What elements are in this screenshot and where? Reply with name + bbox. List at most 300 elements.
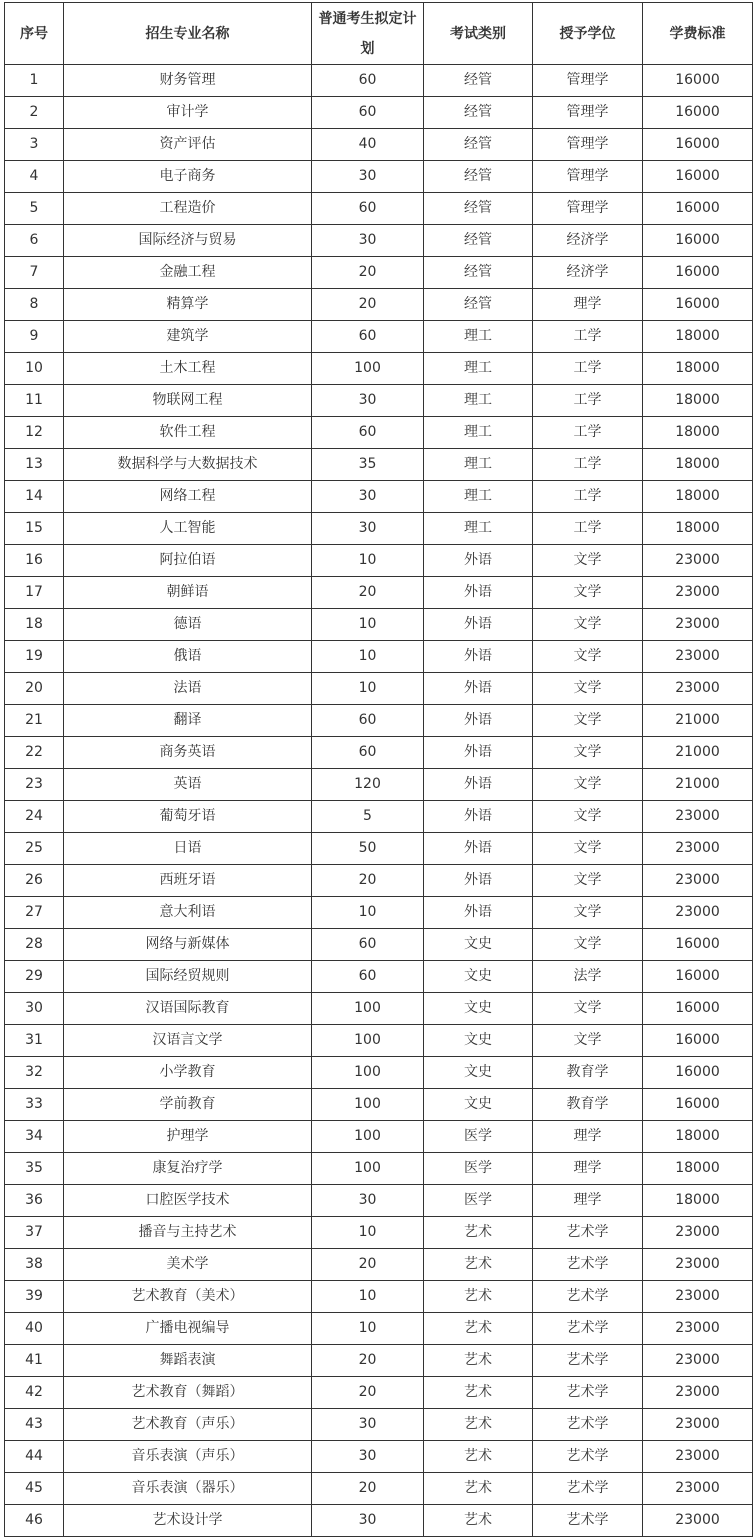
table-row — [5, 929, 753, 961]
cell-exam-category: 医学 — [424, 1153, 533, 1185]
cell-planned-quota: 60 — [312, 321, 424, 353]
cell-index: 40 — [5, 1313, 64, 1345]
cell-degree: 文学 — [533, 641, 643, 673]
cell-exam-category: 外语 — [424, 897, 533, 929]
cell-index: 1 — [5, 65, 64, 97]
cell-degree: 工学 — [533, 513, 643, 545]
table-row — [5, 577, 753, 609]
cell-index: 26 — [5, 865, 64, 897]
cell-tuition: 23000 — [643, 673, 753, 705]
cell-index: 25 — [5, 833, 64, 865]
cell-major-name: 舞蹈表演 — [64, 1345, 312, 1377]
header-planned-quota: 普通考生拟定计划 — [312, 3, 424, 65]
cell-degree: 教育学 — [533, 1089, 643, 1121]
cell-exam-category: 经管 — [424, 129, 533, 161]
cell-degree: 管理学 — [533, 65, 643, 97]
cell-index: 3 — [5, 129, 64, 161]
cell-index: 30 — [5, 993, 64, 1025]
cell-degree: 艺术学 — [533, 1345, 643, 1377]
cell-planned-quota: 20 — [312, 1249, 424, 1281]
cell-major-name: 网络与新媒体 — [64, 929, 312, 961]
table-row — [5, 609, 753, 641]
cell-tuition: 23000 — [643, 1217, 753, 1249]
cell-major-name: 艺术教育（声乐） — [64, 1409, 312, 1441]
cell-major-name: 播音与主持艺术 — [64, 1217, 312, 1249]
cell-major-name: 护理学 — [64, 1121, 312, 1153]
cell-index: 7 — [5, 257, 64, 289]
cell-index: 4 — [5, 161, 64, 193]
cell-tuition: 23000 — [643, 577, 753, 609]
cell-planned-quota: 100 — [312, 1025, 424, 1057]
cell-exam-category: 外语 — [424, 737, 533, 769]
cell-index: 5 — [5, 193, 64, 225]
table-row — [5, 1441, 753, 1473]
cell-major-name: 财务管理 — [64, 65, 312, 97]
cell-planned-quota: 60 — [312, 193, 424, 225]
cell-index: 41 — [5, 1345, 64, 1377]
table-row — [5, 897, 753, 929]
cell-exam-category: 经管 — [424, 193, 533, 225]
cell-degree: 艺术学 — [533, 1377, 643, 1409]
cell-degree: 文学 — [533, 833, 643, 865]
cell-tuition: 23000 — [643, 1377, 753, 1409]
table-row — [5, 1217, 753, 1249]
cell-major-name: 数据科学与大数据技术 — [64, 449, 312, 481]
cell-tuition: 16000 — [643, 289, 753, 321]
cell-exam-category: 艺术 — [424, 1281, 533, 1313]
cell-exam-category: 理工 — [424, 353, 533, 385]
table-row — [5, 1025, 753, 1057]
cell-planned-quota: 10 — [312, 545, 424, 577]
cell-degree: 理学 — [533, 1121, 643, 1153]
table-row — [5, 257, 753, 289]
cell-exam-category: 外语 — [424, 609, 533, 641]
cell-major-name: 国际经贸规则 — [64, 961, 312, 993]
cell-index: 11 — [5, 385, 64, 417]
cell-major-name: 艺术教育（舞蹈） — [64, 1377, 312, 1409]
cell-degree: 文学 — [533, 897, 643, 929]
table-row — [5, 961, 753, 993]
cell-exam-category: 经管 — [424, 225, 533, 257]
cell-index: 37 — [5, 1217, 64, 1249]
cell-planned-quota: 20 — [312, 1473, 424, 1505]
table-body — [5, 65, 753, 1537]
cell-index: 14 — [5, 481, 64, 513]
cell-index: 36 — [5, 1185, 64, 1217]
cell-index: 6 — [5, 225, 64, 257]
cell-planned-quota: 100 — [312, 1057, 424, 1089]
cell-exam-category: 艺术 — [424, 1505, 533, 1537]
cell-planned-quota: 100 — [312, 993, 424, 1025]
cell-exam-category: 艺术 — [424, 1377, 533, 1409]
header-degree: 授予学位 — [533, 3, 643, 65]
cell-exam-category: 外语 — [424, 769, 533, 801]
cell-index: 33 — [5, 1089, 64, 1121]
cell-tuition: 18000 — [643, 449, 753, 481]
table-row — [5, 865, 753, 897]
cell-exam-category: 理工 — [424, 417, 533, 449]
table-row — [5, 385, 753, 417]
cell-planned-quota: 100 — [312, 1153, 424, 1185]
cell-tuition: 18000 — [643, 385, 753, 417]
cell-exam-category: 文史 — [424, 1089, 533, 1121]
table-row — [5, 353, 753, 385]
cell-degree: 教育学 — [533, 1057, 643, 1089]
cell-degree: 管理学 — [533, 193, 643, 225]
cell-exam-category: 文史 — [424, 993, 533, 1025]
cell-exam-category: 艺术 — [424, 1441, 533, 1473]
cell-exam-category: 外语 — [424, 865, 533, 897]
cell-index: 29 — [5, 961, 64, 993]
cell-index: 19 — [5, 641, 64, 673]
cell-tuition: 23000 — [643, 1409, 753, 1441]
cell-planned-quota: 30 — [312, 161, 424, 193]
cell-exam-category: 理工 — [424, 513, 533, 545]
cell-planned-quota: 20 — [312, 577, 424, 609]
cell-planned-quota: 30 — [312, 481, 424, 513]
cell-major-name: 商务英语 — [64, 737, 312, 769]
table-row — [5, 481, 753, 513]
cell-major-name: 土木工程 — [64, 353, 312, 385]
cell-planned-quota: 20 — [312, 257, 424, 289]
cell-tuition: 18000 — [643, 1185, 753, 1217]
cell-exam-category: 外语 — [424, 801, 533, 833]
cell-planned-quota: 10 — [312, 1313, 424, 1345]
cell-index: 8 — [5, 289, 64, 321]
header-tuition: 学费标准 — [643, 3, 753, 65]
cell-tuition: 16000 — [643, 1025, 753, 1057]
cell-major-name: 金融工程 — [64, 257, 312, 289]
cell-exam-category: 艺术 — [424, 1217, 533, 1249]
cell-exam-category: 外语 — [424, 545, 533, 577]
cell-degree: 理学 — [533, 1185, 643, 1217]
enrollment-plan-table — [4, 2, 753, 1537]
cell-planned-quota: 10 — [312, 1281, 424, 1313]
cell-planned-quota: 35 — [312, 449, 424, 481]
cell-tuition: 23000 — [643, 1505, 753, 1537]
cell-major-name: 葡萄牙语 — [64, 801, 312, 833]
cell-major-name: 口腔医学技术 — [64, 1185, 312, 1217]
cell-planned-quota: 60 — [312, 97, 424, 129]
cell-degree: 理学 — [533, 289, 643, 321]
cell-major-name: 音乐表演（器乐） — [64, 1473, 312, 1505]
cell-planned-quota: 20 — [312, 289, 424, 321]
cell-index: 22 — [5, 737, 64, 769]
cell-planned-quota: 20 — [312, 1377, 424, 1409]
cell-index: 42 — [5, 1377, 64, 1409]
cell-degree: 艺术学 — [533, 1281, 643, 1313]
cell-index: 21 — [5, 705, 64, 737]
cell-planned-quota: 60 — [312, 737, 424, 769]
cell-major-name: 康复治疗学 — [64, 1153, 312, 1185]
cell-planned-quota: 30 — [312, 1185, 424, 1217]
cell-degree: 管理学 — [533, 129, 643, 161]
cell-major-name: 国际经济与贸易 — [64, 225, 312, 257]
cell-tuition: 16000 — [643, 993, 753, 1025]
cell-exam-category: 文史 — [424, 1057, 533, 1089]
cell-planned-quota: 100 — [312, 1121, 424, 1153]
cell-tuition: 18000 — [643, 1153, 753, 1185]
cell-major-name: 英语 — [64, 769, 312, 801]
table-row — [5, 1185, 753, 1217]
cell-exam-category: 文史 — [424, 961, 533, 993]
table-row — [5, 1249, 753, 1281]
cell-index: 45 — [5, 1473, 64, 1505]
cell-planned-quota: 10 — [312, 641, 424, 673]
table-row — [5, 513, 753, 545]
table-row — [5, 97, 753, 129]
cell-major-name: 小学教育 — [64, 1057, 312, 1089]
table-row — [5, 769, 753, 801]
cell-tuition: 23000 — [643, 609, 753, 641]
cell-index: 16 — [5, 545, 64, 577]
cell-major-name: 汉语国际教育 — [64, 993, 312, 1025]
cell-planned-quota: 30 — [312, 225, 424, 257]
cell-tuition: 23000 — [643, 897, 753, 929]
cell-exam-category: 艺术 — [424, 1345, 533, 1377]
cell-degree: 经济学 — [533, 257, 643, 289]
cell-major-name: 人工智能 — [64, 513, 312, 545]
cell-exam-category: 经管 — [424, 65, 533, 97]
table-row — [5, 545, 753, 577]
cell-tuition: 16000 — [643, 97, 753, 129]
table-row — [5, 1505, 753, 1537]
cell-index: 10 — [5, 353, 64, 385]
cell-tuition: 16000 — [643, 929, 753, 961]
cell-degree: 文学 — [533, 545, 643, 577]
cell-tuition: 23000 — [643, 1441, 753, 1473]
cell-degree: 文学 — [533, 577, 643, 609]
cell-planned-quota: 30 — [312, 1505, 424, 1537]
cell-exam-category: 医学 — [424, 1121, 533, 1153]
cell-tuition: 16000 — [643, 257, 753, 289]
cell-index: 32 — [5, 1057, 64, 1089]
cell-exam-category: 文史 — [424, 1025, 533, 1057]
cell-major-name: 精算学 — [64, 289, 312, 321]
cell-tuition: 21000 — [643, 705, 753, 737]
table-row — [5, 129, 753, 161]
cell-index: 18 — [5, 609, 64, 641]
cell-major-name: 学前教育 — [64, 1089, 312, 1121]
table-row — [5, 1473, 753, 1505]
table-row — [5, 193, 753, 225]
header-major-name: 招生专业名称 — [64, 3, 312, 65]
cell-exam-category: 经管 — [424, 257, 533, 289]
cell-degree: 艺术学 — [533, 1409, 643, 1441]
cell-planned-quota: 40 — [312, 129, 424, 161]
cell-degree: 理学 — [533, 1153, 643, 1185]
cell-tuition: 18000 — [643, 353, 753, 385]
table-row — [5, 289, 753, 321]
cell-degree: 文学 — [533, 801, 643, 833]
cell-index: 39 — [5, 1281, 64, 1313]
table-row — [5, 801, 753, 833]
cell-tuition: 16000 — [643, 161, 753, 193]
cell-major-name: 美术学 — [64, 1249, 312, 1281]
cell-index: 23 — [5, 769, 64, 801]
cell-degree: 管理学 — [533, 97, 643, 129]
cell-planned-quota: 20 — [312, 865, 424, 897]
cell-index: 13 — [5, 449, 64, 481]
cell-exam-category: 艺术 — [424, 1473, 533, 1505]
table-row — [5, 1057, 753, 1089]
cell-major-name: 网络工程 — [64, 481, 312, 513]
cell-degree: 文学 — [533, 673, 643, 705]
cell-index: 27 — [5, 897, 64, 929]
cell-exam-category: 理工 — [424, 321, 533, 353]
cell-major-name: 法语 — [64, 673, 312, 705]
cell-major-name: 朝鲜语 — [64, 577, 312, 609]
cell-exam-category: 经管 — [424, 161, 533, 193]
cell-exam-category: 艺术 — [424, 1313, 533, 1345]
cell-degree: 文学 — [533, 705, 643, 737]
table-row — [5, 1281, 753, 1313]
cell-index: 43 — [5, 1409, 64, 1441]
cell-planned-quota: 5 — [312, 801, 424, 833]
cell-degree: 管理学 — [533, 161, 643, 193]
cell-planned-quota: 30 — [312, 1409, 424, 1441]
cell-major-name: 俄语 — [64, 641, 312, 673]
cell-exam-category: 艺术 — [424, 1409, 533, 1441]
table-row — [5, 225, 753, 257]
cell-exam-category: 经管 — [424, 289, 533, 321]
table-row — [5, 321, 753, 353]
cell-tuition: 23000 — [643, 865, 753, 897]
cell-planned-quota: 60 — [312, 705, 424, 737]
cell-planned-quota: 30 — [312, 513, 424, 545]
cell-index: 31 — [5, 1025, 64, 1057]
cell-degree: 艺术学 — [533, 1505, 643, 1537]
cell-major-name: 软件工程 — [64, 417, 312, 449]
cell-tuition: 16000 — [643, 1089, 753, 1121]
cell-major-name: 电子商务 — [64, 161, 312, 193]
cell-tuition: 23000 — [643, 1473, 753, 1505]
cell-planned-quota: 60 — [312, 417, 424, 449]
cell-planned-quota: 60 — [312, 65, 424, 97]
cell-exam-category: 理工 — [424, 385, 533, 417]
cell-tuition: 23000 — [643, 801, 753, 833]
cell-exam-category: 外语 — [424, 577, 533, 609]
cell-index: 34 — [5, 1121, 64, 1153]
table-row — [5, 705, 753, 737]
cell-degree: 文学 — [533, 865, 643, 897]
cell-planned-quota: 30 — [312, 1441, 424, 1473]
cell-tuition: 16000 — [643, 193, 753, 225]
cell-tuition: 21000 — [643, 769, 753, 801]
cell-tuition: 23000 — [643, 1345, 753, 1377]
cell-tuition: 18000 — [643, 417, 753, 449]
cell-degree: 文学 — [533, 769, 643, 801]
cell-tuition: 23000 — [643, 641, 753, 673]
cell-tuition: 18000 — [643, 513, 753, 545]
enrollment-plan-table-container — [4, 2, 752, 1537]
cell-degree: 工学 — [533, 449, 643, 481]
table-row — [5, 1313, 753, 1345]
cell-index: 9 — [5, 321, 64, 353]
cell-major-name: 建筑学 — [64, 321, 312, 353]
cell-planned-quota: 30 — [312, 385, 424, 417]
cell-tuition: 18000 — [643, 1121, 753, 1153]
table-row — [5, 1345, 753, 1377]
cell-exam-category: 外语 — [424, 641, 533, 673]
cell-planned-quota: 10 — [312, 1217, 424, 1249]
cell-exam-category: 艺术 — [424, 1249, 533, 1281]
cell-exam-category: 文史 — [424, 929, 533, 961]
cell-index: 35 — [5, 1153, 64, 1185]
cell-tuition: 16000 — [643, 1057, 753, 1089]
table-row — [5, 673, 753, 705]
cell-index: 20 — [5, 673, 64, 705]
table-row — [5, 417, 753, 449]
cell-planned-quota: 50 — [312, 833, 424, 865]
cell-exam-category: 外语 — [424, 705, 533, 737]
cell-planned-quota: 20 — [312, 1345, 424, 1377]
table-row — [5, 161, 753, 193]
table-row — [5, 993, 753, 1025]
cell-index: 46 — [5, 1505, 64, 1537]
cell-index: 17 — [5, 577, 64, 609]
cell-major-name: 日语 — [64, 833, 312, 865]
table-row — [5, 1121, 753, 1153]
cell-index: 12 — [5, 417, 64, 449]
cell-tuition: 23000 — [643, 1281, 753, 1313]
cell-index: 2 — [5, 97, 64, 129]
cell-degree: 工学 — [533, 417, 643, 449]
cell-index: 38 — [5, 1249, 64, 1281]
table-header-row — [5, 3, 753, 65]
cell-degree: 工学 — [533, 385, 643, 417]
cell-tuition: 16000 — [643, 225, 753, 257]
cell-degree: 艺术学 — [533, 1473, 643, 1505]
cell-major-name: 意大利语 — [64, 897, 312, 929]
cell-planned-quota: 60 — [312, 929, 424, 961]
cell-major-name: 资产评估 — [64, 129, 312, 161]
cell-tuition: 21000 — [643, 737, 753, 769]
cell-major-name: 汉语言文学 — [64, 1025, 312, 1057]
cell-planned-quota: 120 — [312, 769, 424, 801]
cell-index: 24 — [5, 801, 64, 833]
cell-tuition: 23000 — [643, 1249, 753, 1281]
cell-exam-category: 经管 — [424, 97, 533, 129]
cell-major-name: 艺术教育（美术） — [64, 1281, 312, 1313]
cell-tuition: 18000 — [643, 481, 753, 513]
cell-degree: 艺术学 — [533, 1313, 643, 1345]
cell-tuition: 23000 — [643, 833, 753, 865]
cell-major-name: 物联网工程 — [64, 385, 312, 417]
cell-major-name: 阿拉伯语 — [64, 545, 312, 577]
table-row — [5, 1377, 753, 1409]
cell-tuition: 16000 — [643, 961, 753, 993]
cell-planned-quota: 100 — [312, 353, 424, 385]
cell-degree: 文学 — [533, 609, 643, 641]
table-row — [5, 1409, 753, 1441]
table-row — [5, 641, 753, 673]
cell-degree: 艺术学 — [533, 1441, 643, 1473]
cell-tuition: 16000 — [643, 65, 753, 97]
cell-exam-category: 理工 — [424, 481, 533, 513]
cell-planned-quota: 10 — [312, 609, 424, 641]
cell-exam-category: 外语 — [424, 673, 533, 705]
cell-degree: 文学 — [533, 993, 643, 1025]
cell-tuition: 23000 — [643, 545, 753, 577]
header-exam-category: 考试类别 — [424, 3, 533, 65]
cell-planned-quota: 100 — [312, 1089, 424, 1121]
table-row — [5, 833, 753, 865]
cell-degree: 文学 — [533, 737, 643, 769]
cell-major-name: 德语 — [64, 609, 312, 641]
cell-tuition: 23000 — [643, 1313, 753, 1345]
cell-index: 28 — [5, 929, 64, 961]
